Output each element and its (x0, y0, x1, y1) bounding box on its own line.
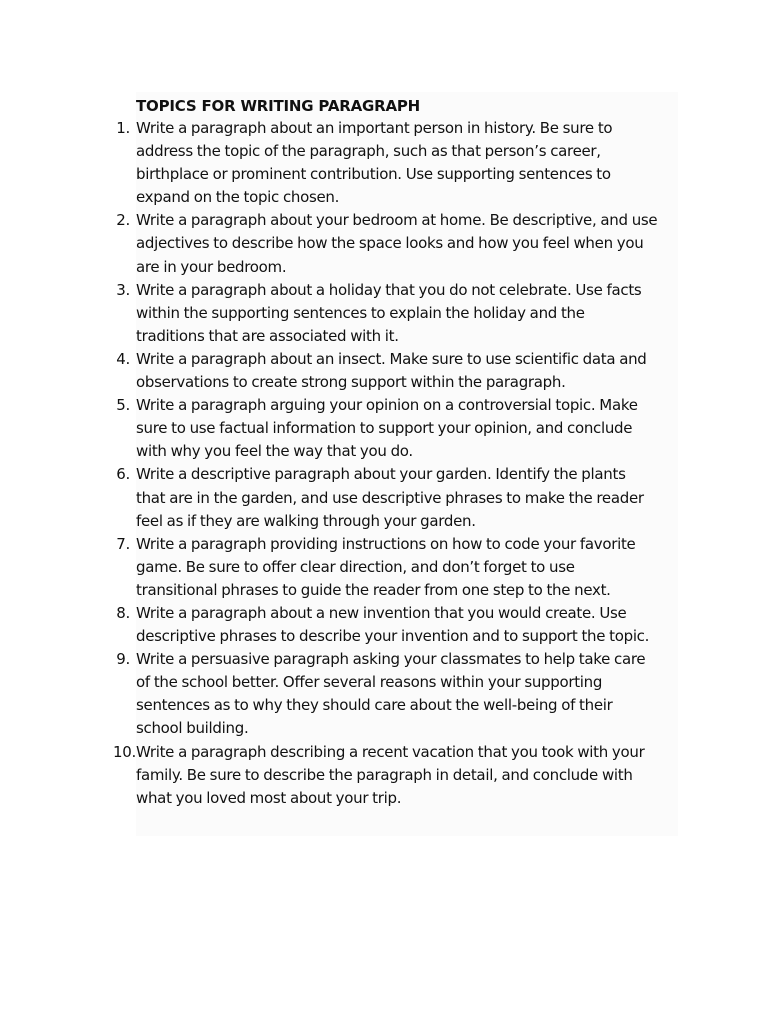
topic-line: transitional phrases to guide the reader from one step to the next. (136, 580, 611, 599)
topic-item (0, 463, 690, 532)
topic-line: descriptive phrases to describe your invention and to support the topic. (136, 627, 650, 646)
topic-line: sure to use factual information to support your opinion, and conclude (136, 419, 633, 438)
topic-line: of the school better. Offer several reasons within your supporting (136, 673, 603, 692)
topic-line: are in your bedroom. (136, 257, 287, 276)
topic-number: 3. (116, 280, 130, 299)
topic-item (0, 279, 690, 348)
topic-item (0, 533, 690, 602)
topic-line: Write a paragraph about an important person in history. Be sure to (136, 119, 613, 137)
topic-line: traditions that are associated with it. (136, 326, 399, 345)
topic-line: Write a paragraph arguing your opinion on a controversial topic. Make (136, 396, 638, 415)
topic-line: Write a persuasive paragraph asking your classmates to help take care (136, 650, 646, 669)
topic-line: expand on the topic chosen. (136, 188, 340, 207)
topic-line: that are in the garden, and use descriptive phrases to make the reader (136, 488, 644, 507)
topic-item (0, 117, 690, 209)
topic-line: with why you feel the way that you do. (136, 442, 413, 461)
topic-item (0, 394, 690, 463)
topic-number: 6. (116, 465, 130, 484)
topic-line: Write a paragraph about an insect. Make sure to use scientific data and (136, 349, 647, 368)
topic-line: sentences as to why they should care about the well-being of their (136, 696, 613, 715)
topic-line: Write a paragraph describing a recent vacation that you took with your (136, 742, 645, 761)
topic-number: 1. (116, 119, 130, 137)
document-title: TOPICS FOR WRITING PARAGRAPH (136, 97, 421, 115)
topic-item (0, 648, 690, 740)
topic-list (0, 117, 690, 810)
topic-line: observations to create strong support within the paragraph. (136, 373, 566, 392)
topic-item (0, 209, 690, 278)
topic-line: game. Be sure to offer clear direction, and don’t forget to use (136, 557, 575, 576)
topic-line: family. Be sure to describe the paragraph in detail, and conclude with (136, 765, 633, 784)
topic-number: 8. (116, 603, 130, 622)
topic-number: 7. (116, 534, 130, 553)
topic-line: address the topic of the paragraph, such as that person’s career, (136, 142, 601, 161)
topic-line: Write a paragraph about a new invention that you would create. Use (136, 603, 627, 622)
topic-number: 4. (116, 349, 130, 368)
topic-line: birthplace or prominent contribution. Use supporting sentences to (136, 165, 611, 184)
topic-line: within the supporting sentences to explain the holiday and the (136, 303, 585, 322)
topic-item (0, 602, 690, 648)
topic-line: Write a paragraph about a holiday that you do not celebrate. Use facts (136, 280, 642, 299)
topic-line: school building. (136, 719, 249, 738)
topic-line: Write a paragraph providing instructions on how to code your favorite (136, 534, 636, 553)
topic-item (0, 348, 690, 394)
topic-item (0, 741, 690, 810)
topic-line: Write a paragraph about your bedroom at home. Be descriptive, and use (136, 211, 658, 230)
topic-number: 2. (116, 211, 130, 230)
topic-line: what you loved most about your trip. (136, 788, 402, 807)
topic-number: 5. (116, 396, 130, 415)
topic-line: Write a descriptive paragraph about your garden. Identify the plants (136, 465, 626, 484)
topic-number: 10. (113, 742, 136, 761)
topic-number: 9. (116, 650, 130, 669)
topic-line: feel as if they are walking through your garden. (136, 511, 476, 530)
topic-line: adjectives to describe how the space looks and how you feel when you (136, 234, 644, 253)
